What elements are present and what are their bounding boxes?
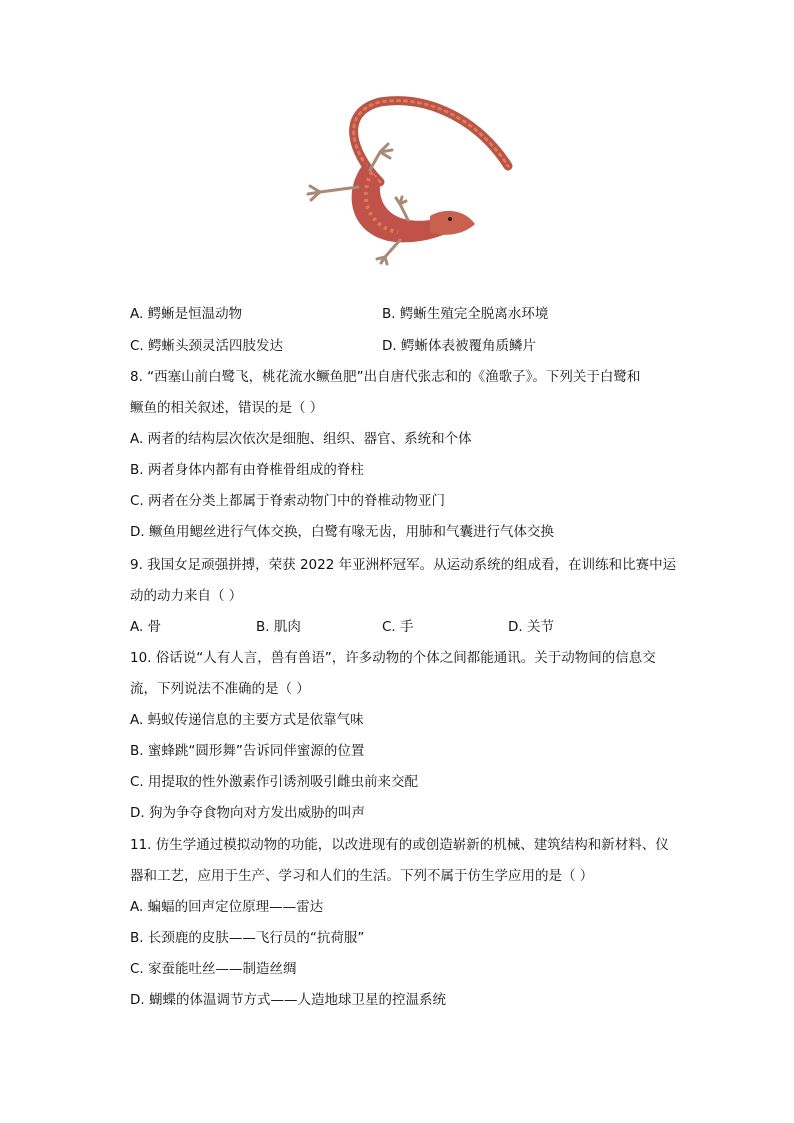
q7-option-b: B. 鳄蜥生殖完全脱离水环境 [382, 306, 549, 322]
q10-stem-line-1: 10. 俗话说“人有人言，兽有兽语”，许多动物的个体之间都能通讯。关于动物间的信息交 [130, 650, 656, 666]
q10-option-d: D. 狗为争夺食物向对方发出威胁的叫声 [130, 805, 365, 821]
q7-option-a: A. 鳄蜥是恒温动物 [130, 306, 243, 322]
q10-option-a: A. 蚂蚁传递信息的主要方式是依靠气味 [130, 712, 364, 728]
q10-option-c: C. 用提取的性外激素作引诱剂吸引雌虫前来交配 [130, 774, 419, 790]
q8-option-b: B. 两者身体内都有由脊椎骨组成的脊柱 [130, 462, 364, 478]
q11-option-c: C. 家蚕能吐丝——制造丝绸 [130, 961, 297, 977]
q9-stem-line-1: 9. 我国女足顽强拼搏，荣获 2022 年亚洲杯冠军。从运动系统的组成看，在训练和比赛中运 [130, 557, 677, 573]
q9-stem-line-2: 动的动力来自（ ） [130, 588, 243, 604]
q11-option-a: A. 蝙蝠的回声定位原理——雷达 [130, 899, 324, 915]
q9-option-d: D. 关节 [508, 619, 554, 635]
q11-stem-line-1: 11. 仿生学通过模拟动物的功能，以改进现有的或创造崭新的机械、建筑结构和新材料、仪 [130, 837, 669, 853]
q10-option-b: B. 蜜蜂跳“圆形舞”告诉同伴蜜源的位置 [130, 743, 365, 759]
q9-option-b: B. 肌肉 [256, 619, 301, 635]
q9-option-c: C. 手 [382, 619, 414, 635]
q8-stem-line-2: 鳜鱼的相关叙述，错误的是（ ） [130, 400, 324, 416]
q11-option-d: D. 蝴蝶的体温调节方式——人造地球卫星的控温系统 [130, 992, 446, 1008]
q10-stem-line-2: 流，下列说法不准确的是（ ） [130, 681, 310, 697]
q8-stem-line-1: 8. “西塞山前白鹭飞，桃花流水鳜鱼肥”出自唐代张志和的《渔歌子》。下列关于白鹭和 [130, 369, 641, 385]
q8-option-c: C. 两者在分类上都属于脊索动物门中的脊椎动物亚门 [130, 493, 446, 509]
q8-option-a: A. 两者的结构层次依次是细胞、组织、器官、系统和个体 [130, 431, 472, 447]
q7-option-d: D. 鳄蜥体表被覆角质鳞片 [382, 338, 536, 354]
q9-option-a: A. 骨 [130, 619, 162, 635]
lizard-image [280, 92, 520, 270]
q7-option-c: C. 鳄蜥头颈灵活四肢发达 [130, 338, 284, 354]
q8-option-d: D. 鳜鱼用鳃丝进行气体交换，白鹭有喙无齿，用肺和气囊进行气体交换 [130, 524, 554, 540]
q11-option-b: B. 长颈鹿的皮肤——飞行员的“抗荷服” [130, 930, 365, 946]
q11-stem-line-2: 器和工艺，应用于生产、学习和人们的生活。下列不属于仿生学应用的是（ ） [130, 868, 594, 884]
